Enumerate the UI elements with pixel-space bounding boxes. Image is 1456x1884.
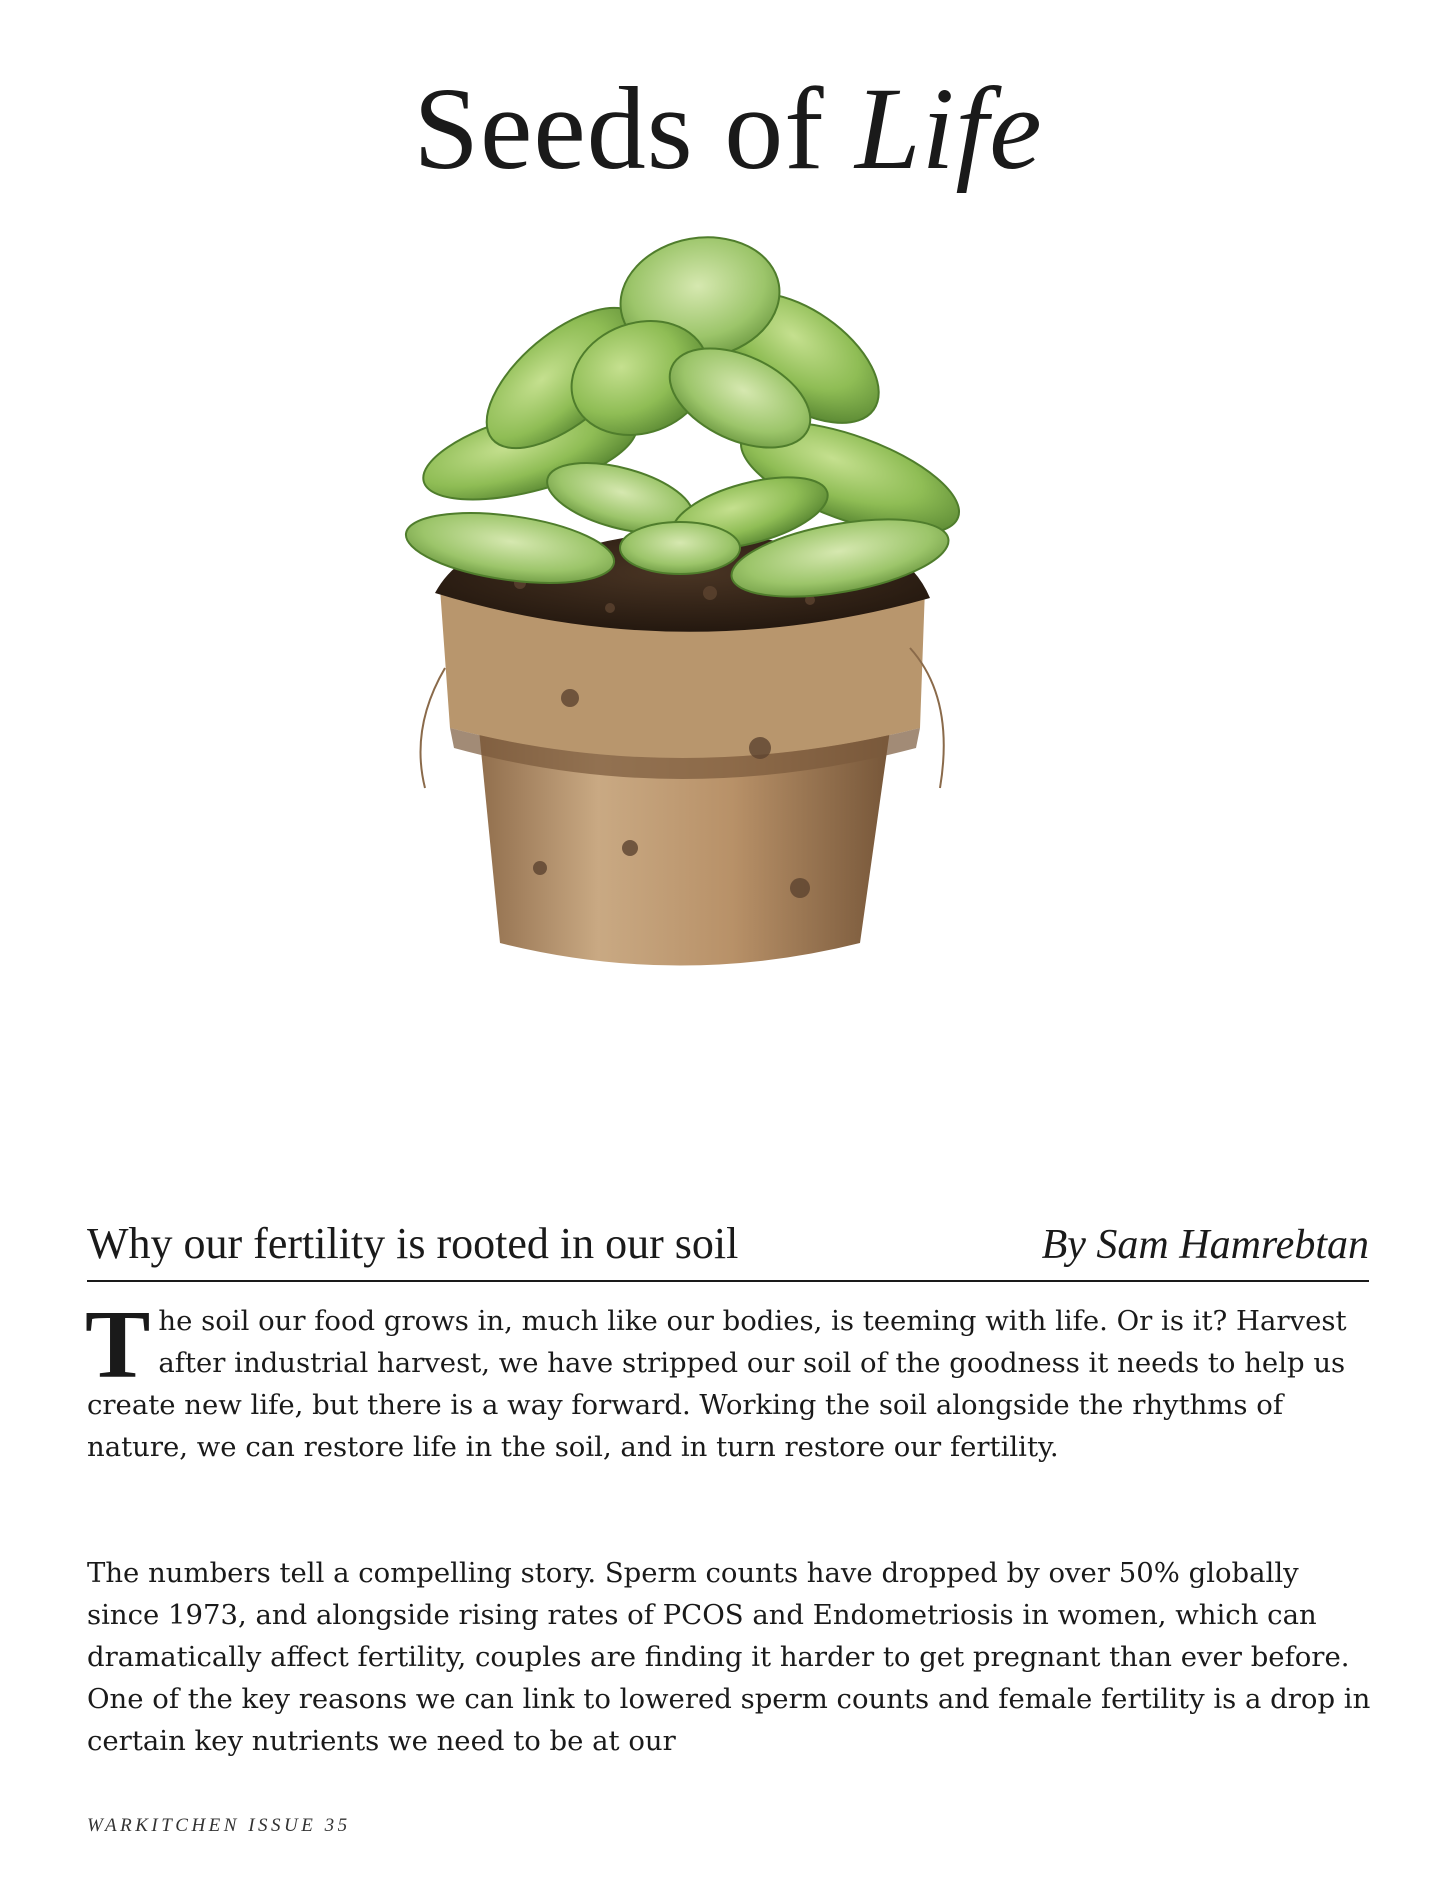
body-paragraph-2: The numbers tell a compelling story. Sperm counts have dropped by over 50% globally since 1973, and alongside rising rates of PCOS and Endometriosis in women, which can dramatically affect fertility, couples are finding it harder to get pregnant than ever before. One of the key reasons we can link to lowered sperm counts and female fertility is a drop in certain key nutrients we need to be at our (87, 1557, 1371, 1757)
title-main: Seeds of (413, 63, 855, 194)
body-paragraph-1 (85, 1291, 1372, 1468)
paragraph-1-text: he soil our food grows in, much like our bodies, is teeming with life. Or is it? Harvest after industrial harvest, we have stripped our soil of the goodness it needs to help us create new life, but there is a way forward. Working the soil alongside the rhythms of nature, we can restore life in the soil, and in turn restore our fertility. (87, 1305, 1347, 1463)
drop-cap: T (85, 1291, 151, 1399)
article-subhead: Why our fertility is rooted in our soil (87, 1219, 739, 1268)
article-title (0, 63, 1456, 194)
subhead-row (87, 1210, 1369, 1282)
article-byline: By Sam Hamrebtan (1041, 1222, 1369, 1268)
issue-footer: WARKITCHEN ISSUE 35 (87, 1815, 351, 1836)
title-italic: Life (855, 63, 1043, 194)
potted-plant-illustration (380, 228, 1080, 1188)
